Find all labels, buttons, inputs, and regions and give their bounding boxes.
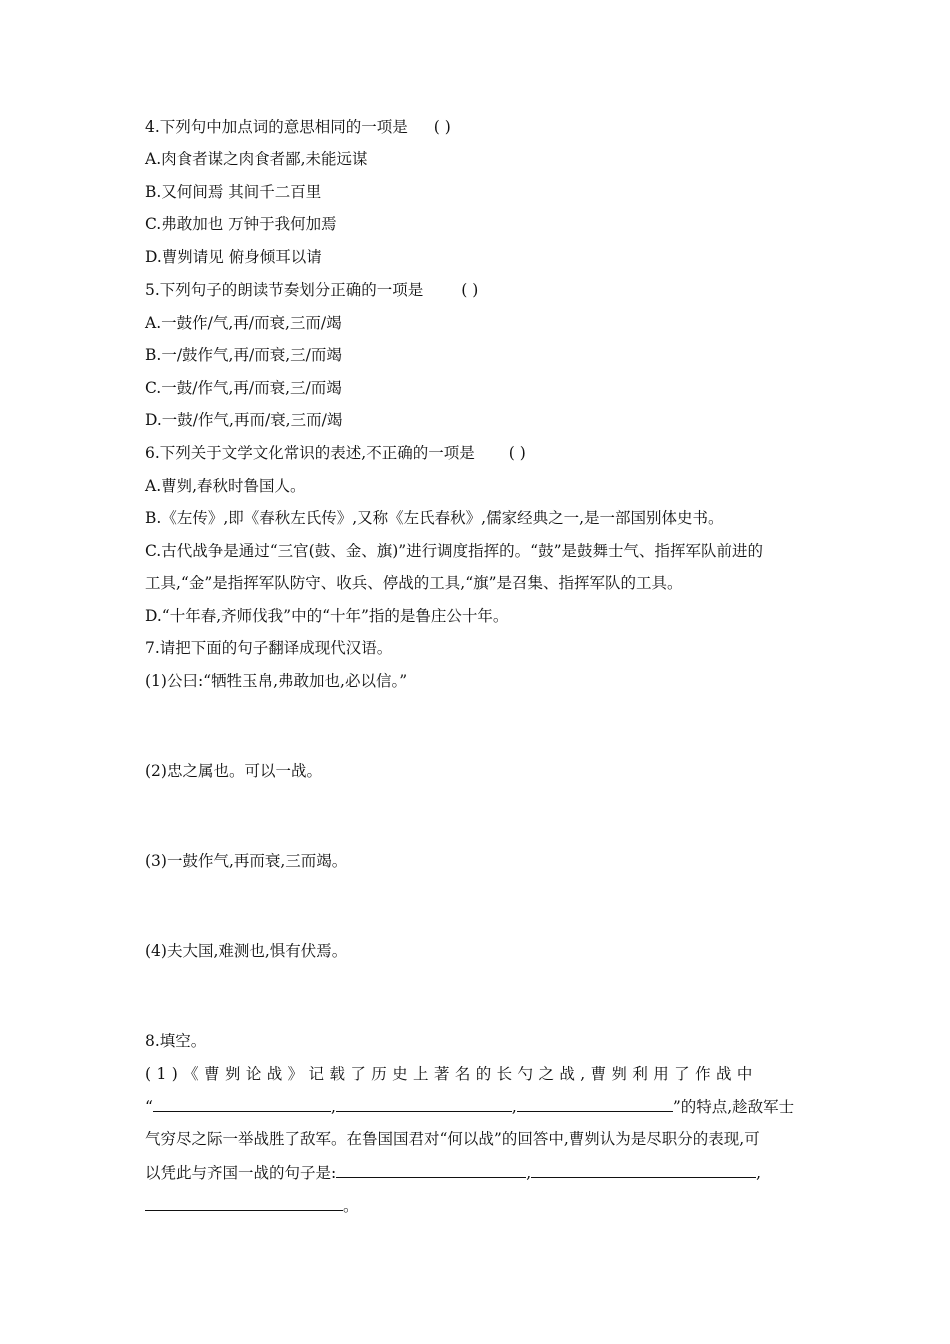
q4-option-a: A.肉食者谋之肉食者鄙,未能远谋	[145, 150, 368, 168]
q8-line-1: (1)《曹刿论战》记载了历史上著名的长勺之战,曹刿利用了作战中	[145, 1065, 758, 1083]
q5-option-d: D.一鼓/作气,再而/衰,三而/竭	[145, 411, 343, 429]
q8-blank-5[interactable]	[531, 1162, 756, 1178]
q6-stem: 6.下列关于文学文化常识的表述,不正确的一项是 ( )	[145, 444, 526, 462]
q5-option-c: C.一鼓/作气,再/而衰,三/而竭	[145, 379, 342, 397]
q6-option-c-continued: 工具,“金”是指挥军队防守、收兵、停战的工具,“旗”是召集、指挥军队的工具。	[145, 574, 683, 592]
q8-line-3: 气穷尽之际一举战胜了敌军。在鲁国国君对“何以战”的回答中,曹刿认为是尽职分的表现,可	[145, 1130, 760, 1148]
q4-answer-paren: ( )	[433, 118, 451, 136]
q8-blank-6[interactable]	[145, 1195, 343, 1211]
q4-stem: 4.下列句中加点词的意思相同的一项是 ( )	[145, 118, 451, 136]
q6-option-d: D.“十年春,齐师伐我”中的“十年”指的是鲁庄公十年。	[145, 607, 509, 625]
q6-answer-paren: ( )	[508, 444, 526, 462]
q5-option-b: B.一/鼓作气,再/而衰,三/而竭	[145, 346, 342, 364]
q8-stem: 8.填空。	[145, 1032, 207, 1050]
q8-line-2: “ , , ”的特点,趁敌军士	[145, 1098, 795, 1116]
q4-option-b: B.又何间焉 其间千二百里	[145, 183, 322, 201]
q5-stem: 5.下列句子的朗读节奏划分正确的一项是 ( )	[145, 281, 479, 299]
q4-option-d: D.曹刿请见 俯身倾耳以请	[145, 248, 322, 266]
q7-item-2: (2)忠之属也。可以一战。	[145, 762, 322, 780]
q5-option-a: A.一鼓作/气,再/而衰,三而/竭	[145, 314, 342, 332]
q6-option-c: C.古代战争是通过“三官(鼓、金、旗)”进行调度指挥的。“鼓”是鼓舞士气、指挥军队前进的	[145, 542, 764, 560]
q5-answer-paren: ( )	[461, 281, 479, 299]
q8-line-4: 以凭此与齐国一战的句子是: , ,	[145, 1164, 762, 1182]
q7-stem: 7.请把下面的句子翻译成现代汉语。	[145, 639, 393, 657]
q8-blank-3[interactable]	[517, 1096, 673, 1112]
q8-blank-1[interactable]	[153, 1096, 331, 1112]
q7-item-1: (1)公曰:“牺牲玉帛,弗敢加也,必以信。”	[145, 672, 408, 690]
q7-item-3: (3)一鼓作气,再而衰,三而竭。	[145, 852, 348, 870]
q8-blank-4[interactable]	[336, 1162, 526, 1178]
q7-item-4: (4)夫大国,难测也,惧有伏焉。	[145, 942, 348, 960]
q6-option-a: A.曹刿,春秋时鲁国人。	[145, 477, 306, 495]
q8-blank-2[interactable]	[336, 1096, 512, 1112]
q4-option-c: C.弗敢加也 万钟于我何加焉	[145, 215, 337, 233]
q6-option-b: B.《左传》,即《春秋左氏传》,又称《左氏春秋》,儒家经典之一,是一部国别体史书。	[145, 509, 724, 527]
q8-line-5: 。	[145, 1195, 359, 1216]
